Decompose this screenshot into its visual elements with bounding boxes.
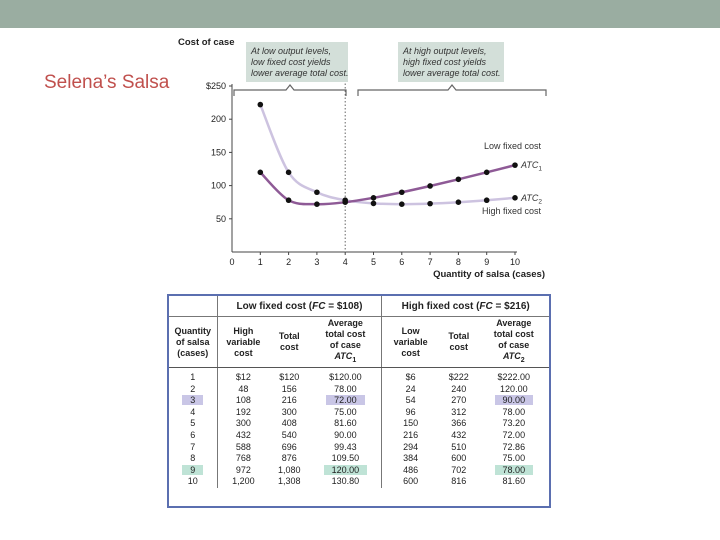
cell-total-cost-2: 816 — [451, 476, 467, 487]
annotation-text: lower average total cost. — [251, 68, 349, 78]
cost-table — [169, 296, 549, 488]
table-row — [169, 430, 549, 442]
atc1-point — [484, 170, 490, 176]
table-body — [169, 368, 549, 488]
cell-high-variable-cost: 300 — [217, 418, 269, 430]
cell-total-cost-2: 432 — [451, 429, 467, 440]
table-row — [169, 476, 549, 488]
cell-atc1: 90.00 — [334, 429, 357, 440]
cell-atc2: 90.00 — [479, 395, 549, 407]
x-tick-label: 3 — [314, 257, 320, 267]
annotation-text: At low output levels, — [251, 46, 332, 56]
cell-atc1: 78.00 — [334, 383, 357, 394]
cell-low-variable-cost: 600 — [382, 476, 439, 488]
cell-high-variable-cost: 108 — [217, 395, 269, 407]
cell-total-cost-1: 1,080 — [278, 464, 301, 475]
x-tick-label: 0 — [229, 257, 235, 267]
cell-high-variable-cost: 1,200 — [217, 476, 269, 488]
x-tick-label: 1 — [257, 257, 263, 267]
atc2-point — [286, 170, 292, 176]
cell-total-cost-1: $120 — [279, 372, 300, 382]
col-atc1: Average total cost of case $ATC_1$ — [309, 317, 382, 368]
cell-total-cost-2: 600 — [451, 453, 467, 464]
atc1-label: $ATC_1$ — [521, 160, 542, 173]
atc2-label: $ATC_2$ — [521, 192, 542, 206]
cell-quantity: 3 — [169, 395, 217, 407]
atc2-curve — [260, 105, 515, 205]
cell-atc1: $120.00 — [329, 372, 362, 382]
cell-atc1: 109.50 — [331, 453, 360, 464]
cell-low-variable-cost: 216 — [382, 430, 439, 442]
cell-atc1: 75.00 — [334, 406, 357, 417]
cell-atc2: 72.86 — [502, 441, 526, 452]
table-row — [169, 384, 549, 396]
cell-total-cost-2: 702 — [451, 464, 467, 475]
cell-quantity: 4 — [190, 406, 196, 417]
cell-high-variable-cost: 588 — [217, 442, 269, 454]
cell-high-variable-cost: $12 — [217, 368, 269, 384]
atc1-point — [258, 170, 264, 176]
cell-total-cost-2: 366 — [451, 418, 467, 429]
col-atc2: Average total cost of case $ATC_2$ — [479, 317, 549, 368]
cell-total-cost-2: 270 — [451, 395, 467, 406]
cell-total-cost-1: 540 — [281, 429, 297, 440]
cell-atc2: $222.00 — [497, 372, 531, 382]
x-tick-label: 10 — [509, 257, 521, 267]
table-row — [169, 368, 549, 384]
cell-total-cost-1: 696 — [281, 441, 297, 452]
cell-total-cost-1: 1,308 — [278, 476, 301, 487]
table-group-header-row — [169, 296, 549, 317]
table-row — [169, 407, 549, 419]
cell-atc1: 99.43 — [334, 441, 357, 452]
low-fixed-cost-label: Low fixed cost — [483, 141, 541, 152]
annotation-text: high fixed cost yields — [403, 57, 487, 67]
group-spacer — [169, 296, 217, 317]
annotation-text: low fixed cost yields — [251, 57, 331, 67]
cell-atc2: 81.60 — [502, 476, 526, 487]
atc1-point — [342, 199, 348, 205]
x-tick-label: 9 — [484, 257, 490, 267]
atc2-point — [512, 195, 518, 201]
cell-quantity: 8 — [190, 453, 196, 464]
cell-total-cost-2: 312 — [451, 406, 467, 417]
table-row — [169, 418, 549, 430]
cell-total-cost-1: 300 — [281, 406, 297, 417]
cell-total-cost-1: 216 — [281, 395, 297, 406]
group-low-fixed-cost: Low fixed cost (FC = $108) — [217, 296, 382, 317]
atc2-point — [371, 201, 377, 207]
table-row — [169, 395, 549, 407]
cell-quantity: 5 — [190, 418, 196, 429]
cell-high-variable-cost: 768 — [217, 453, 269, 465]
cell-atc1: 120.00 — [309, 465, 382, 477]
cell-high-variable-cost: 972 — [217, 465, 269, 477]
cell-high-variable-cost: 432 — [217, 430, 269, 442]
cell-atc1: 72.00 — [309, 395, 382, 407]
cell-total-cost-1: 408 — [281, 418, 297, 429]
table-row — [169, 453, 549, 465]
cell-total-cost-2: 240 — [451, 383, 467, 394]
x-tick-label: 7 — [427, 257, 433, 267]
atc1-point — [427, 183, 433, 189]
cell-low-variable-cost: 294 — [382, 442, 439, 454]
atc1-point — [456, 176, 462, 182]
y-tick-label: 100 — [210, 180, 226, 191]
atc2-point — [484, 197, 490, 203]
atc2-point — [427, 201, 433, 207]
atc-chart — [160, 30, 560, 282]
cell-atc2: 78.00 — [502, 406, 526, 417]
x-axis-label: Quantity of salsa (cases) — [433, 269, 545, 280]
atc1-point — [371, 195, 377, 201]
top-bar — [0, 0, 720, 28]
cell-atc1: 130.80 — [331, 476, 360, 487]
table-row — [169, 465, 549, 477]
cell-high-variable-cost: 192 — [217, 407, 269, 419]
atc1-point — [286, 197, 292, 203]
cell-quantity: 7 — [190, 441, 196, 452]
x-tick-label: 4 — [342, 257, 348, 267]
col-total-cost-1: Total cost — [269, 317, 309, 368]
cell-low-variable-cost: $6 — [382, 368, 439, 384]
high-fixed-cost-label: High fixed cost — [481, 205, 541, 216]
atc2-point — [456, 199, 462, 205]
cell-total-cost-1: 876 — [281, 453, 297, 464]
cell-quantity: 10 — [187, 476, 198, 487]
y-tick-label: $250 — [205, 81, 226, 91]
x-tick-label: 2 — [286, 257, 292, 267]
group-high-fixed-cost: High fixed cost (FC = $216) — [382, 296, 549, 317]
cell-low-variable-cost: 150 — [382, 418, 439, 430]
cell-low-variable-cost: 384 — [382, 453, 439, 465]
annotation-text: At high output levels, — [403, 46, 487, 56]
cell-quantity: 1 — [190, 372, 196, 382]
col-low-variable-cost: Low variable cost — [382, 317, 439, 368]
cell-total-cost-2: $222 — [448, 372, 469, 382]
y-axis-label: Cost of case — [178, 37, 235, 48]
col-high-variable-cost: High variable cost — [217, 317, 269, 368]
atc2-point — [314, 189, 320, 195]
cell-low-variable-cost: 24 — [382, 384, 439, 396]
table-column-header-row — [169, 317, 549, 368]
slide-title: Selena’s Salsa — [44, 72, 170, 93]
annotation-bracket — [234, 85, 346, 96]
cell-low-variable-cost: 96 — [382, 407, 439, 419]
cell-low-variable-cost: 54 — [382, 395, 439, 407]
cell-atc2: 120.00 — [500, 383, 528, 394]
y-tick-label: 50 — [215, 213, 226, 224]
cell-atc2: 73.20 — [502, 418, 526, 429]
col-total-cost-2: Total cost — [439, 317, 479, 368]
x-tick-label: 6 — [399, 257, 405, 267]
cell-total-cost-2: 510 — [451, 441, 467, 452]
cell-high-variable-cost: 48 — [217, 384, 269, 396]
y-tick-label: 150 — [210, 147, 226, 158]
col-quantity: Quantity of salsa (cases) — [169, 317, 217, 368]
cell-atc1: 81.60 — [334, 418, 357, 429]
y-tick-label: 200 — [210, 114, 226, 125]
cost-table-box — [167, 294, 551, 508]
atc1-point — [314, 201, 320, 207]
cell-quantity: 6 — [190, 429, 196, 440]
x-tick-label: 8 — [455, 257, 461, 267]
annotation-text: lower average total cost. — [403, 68, 501, 78]
cell-total-cost-1: 156 — [281, 383, 297, 394]
atc1-point — [399, 189, 405, 195]
atc2-point — [258, 102, 264, 108]
cell-atc2: 72.00 — [502, 429, 526, 440]
cell-low-variable-cost: 486 — [382, 465, 439, 477]
annotation-bracket — [358, 85, 546, 96]
atc2-point — [399, 201, 405, 207]
cell-atc2: 78.00 — [479, 465, 549, 477]
cell-quantity: 2 — [190, 383, 196, 394]
x-tick-label: 5 — [370, 257, 377, 267]
cell-quantity: 9 — [169, 465, 217, 477]
atc1-point — [512, 162, 518, 168]
cell-atc2: 75.00 — [502, 453, 526, 464]
table-row — [169, 442, 549, 454]
